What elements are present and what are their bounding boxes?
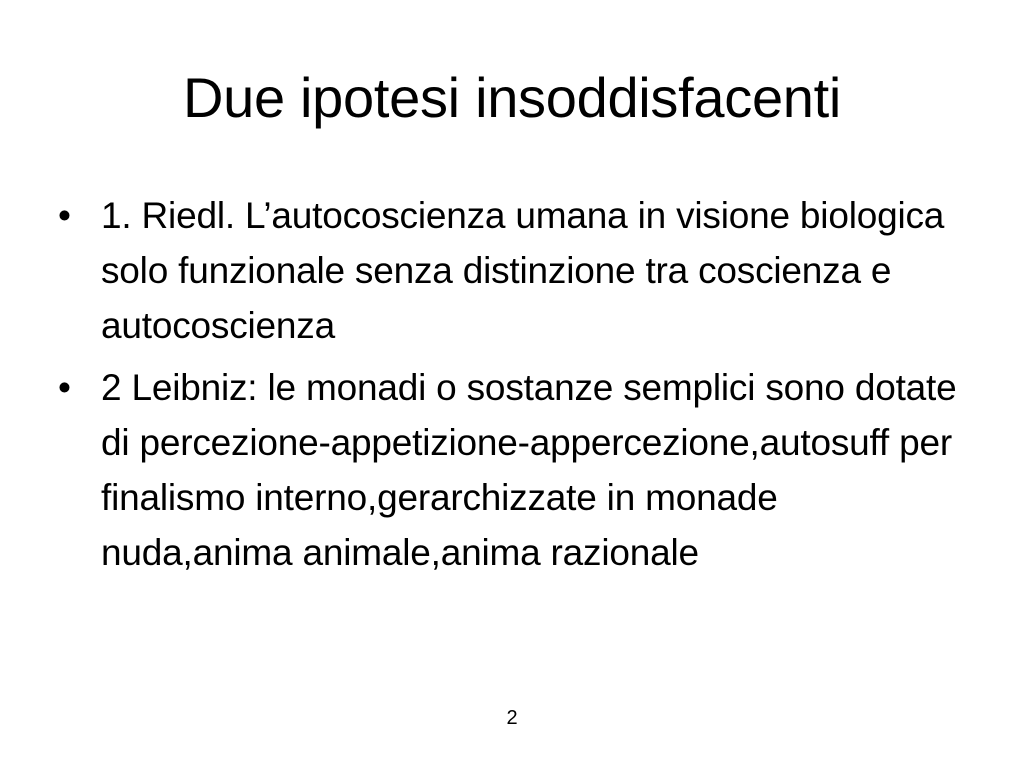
bullet-text-leibniz: 2 Leibniz: le monadi o sostanze semplici sono dotate di percezione-appetizione-appercezione,autosuff per finalismo interno,gerarchizzate in monade nuda,anima animale,anima razionale	[101, 367, 957, 573]
bullet-marker: •	[58, 367, 71, 408]
slide-title: Due ipotesi insoddisfacenti	[182, 66, 842, 129]
slide-number: 2	[506, 707, 518, 729]
bullet-list	[58, 188, 978, 587]
bullet-text-riedl: 1. Riedl. L’autocoscienza umana in visione biologica solo funzionale senza distinzione tra coscienza e autocoscienza	[101, 195, 945, 346]
bullet-marker: •	[58, 195, 71, 236]
bullet-item-leibniz	[58, 360, 978, 580]
bullet-item-riedl	[58, 188, 978, 353]
